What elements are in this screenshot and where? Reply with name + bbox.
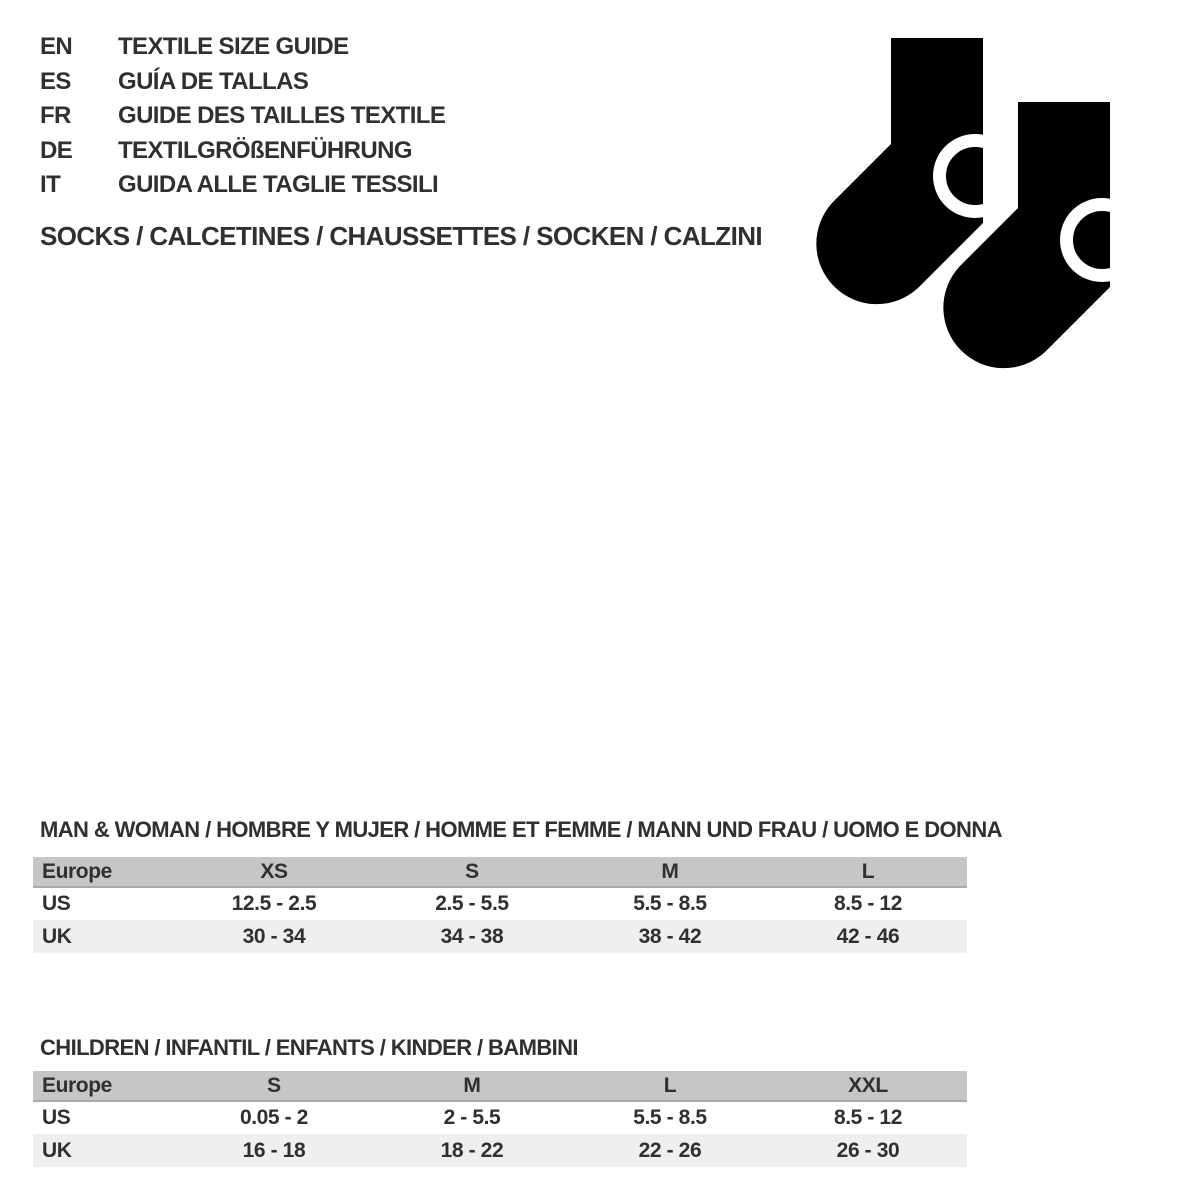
table-header-row (33, 857, 967, 887)
section-man-woman (33, 817, 1002, 953)
language-row-es (40, 65, 445, 100)
size-cell: 26 - 30 (836, 1138, 900, 1162)
column-header: M (373, 1071, 571, 1101)
language-code: IT (40, 171, 61, 199)
column-header: XS (175, 857, 373, 887)
size-table-children (33, 1071, 967, 1167)
column-header: Europe (33, 1071, 175, 1101)
size-cell: 0.05 - 2 (239, 1106, 308, 1129)
language-row-de (40, 134, 445, 169)
language-code: DE (40, 136, 73, 164)
size-cell: 5.5 - 8.5 (633, 892, 707, 915)
row-label: US (42, 1106, 71, 1129)
language-guide-block (40, 30, 445, 203)
language-label: GUÍA DE TALLAS (118, 67, 309, 95)
column-header: Europe (33, 857, 175, 887)
table-header-row (33, 1071, 967, 1101)
language-row-en (40, 30, 445, 65)
size-cell: 42 - 46 (836, 924, 900, 948)
row-label: UK (42, 924, 72, 948)
language-row-it (40, 168, 445, 203)
row-label: UK (42, 1138, 72, 1162)
column-header: M (571, 857, 769, 887)
size-cell: 22 - 26 (638, 1138, 702, 1162)
language-code: ES (40, 67, 71, 95)
size-cell: 2.5 - 5.5 (435, 892, 509, 915)
size-cell: 8.5 - 12 (833, 1106, 902, 1129)
category-line: SOCKS / CALCETINES / CHAUSSETTES / SOCKEN / CALZINI (40, 221, 763, 251)
section-title: MAN & WOMAN / HOMBRE Y MUJER / HOMME ET FEMME / MANN UND FRAU / UOMO E DONNA (40, 817, 1002, 842)
language-code: FR (40, 102, 71, 130)
size-cell: 12.5 - 2.5 (231, 892, 317, 915)
size-cell: 5.5 - 8.5 (633, 1106, 707, 1129)
column-header: L (571, 1071, 769, 1101)
column-header: S (373, 857, 571, 887)
table-row (33, 920, 967, 953)
size-cell: 8.5 - 12 (833, 892, 902, 915)
table-row (33, 1101, 967, 1134)
section-children (33, 1035, 967, 1167)
language-label: GUIDA ALLE TAGLIE TESSILI (118, 171, 439, 199)
table-row (33, 1134, 967, 1167)
language-code: EN (40, 33, 73, 61)
row-label: US (42, 892, 71, 915)
table-row (33, 887, 967, 920)
language-row-fr (40, 99, 445, 134)
size-cell: 18 - 22 (440, 1138, 504, 1162)
size-table-man-woman (33, 857, 967, 953)
language-label: TEXTILE SIZE GUIDE (118, 33, 349, 61)
size-cell: 34 - 38 (440, 924, 504, 948)
size-cell: 38 - 42 (638, 924, 702, 948)
size-cell: 16 - 18 (242, 1138, 306, 1162)
column-header: S (175, 1071, 373, 1101)
language-label: TEXTILGRÖßENFÜHRUNG (118, 136, 412, 164)
socks-icon (810, 20, 1160, 380)
column-header: XXL (769, 1071, 967, 1101)
size-cell: 2 - 5.5 (443, 1106, 501, 1129)
column-header: L (769, 857, 967, 887)
language-label: GUIDE DES TAILLES TEXTILE (118, 102, 446, 130)
section-title: CHILDREN / INFANTIL / ENFANTS / KINDER / BAMBINI (40, 1035, 578, 1060)
size-cell: 30 - 34 (242, 924, 306, 948)
